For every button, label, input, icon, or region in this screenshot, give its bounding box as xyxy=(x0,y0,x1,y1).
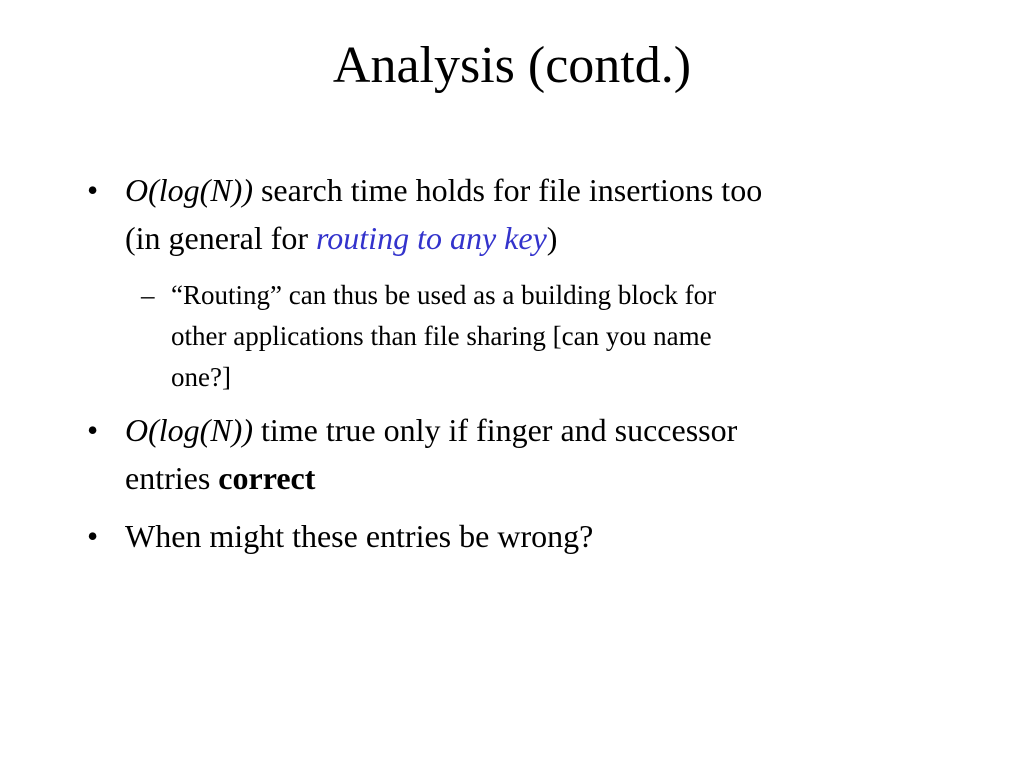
sub-bullet-item xyxy=(141,275,891,398)
sub-bullet-line: other applications than file sharing [can you name xyxy=(171,321,712,351)
bullet-text: search time holds for file insertions too xyxy=(252,172,763,208)
highlighted-phrase: routing to any key xyxy=(316,220,547,256)
complexity-term: O(log(N)) xyxy=(125,412,253,448)
bullet-line xyxy=(125,454,945,502)
slide-title: Analysis (contd.) xyxy=(332,37,692,94)
bullet-marker: • xyxy=(87,518,99,554)
bullet-text: time true only if finger and successor xyxy=(252,412,738,448)
bullet-text: entries xyxy=(125,460,219,496)
bullet-marker: • xyxy=(87,412,99,448)
bullet-line: When might these entries be wrong? xyxy=(125,518,594,554)
bullet-item xyxy=(87,406,945,502)
bullet-line xyxy=(125,406,945,454)
bullet-text: (in general for xyxy=(125,220,317,256)
sub-bullet-line: “Routing” can thus be used as a building block for xyxy=(171,280,717,310)
bullet-line xyxy=(125,214,945,262)
bullet-item xyxy=(87,166,945,262)
bullet-line xyxy=(125,166,945,214)
sub-bullet-line: one?] xyxy=(171,362,231,392)
bullet-item xyxy=(87,512,945,560)
emphasized-word: correct xyxy=(218,460,316,496)
complexity-term: O(log(N)) xyxy=(125,172,253,208)
bullet-marker: • xyxy=(87,172,99,208)
bullet-text: ) xyxy=(546,220,558,256)
sub-bullet-marker: – xyxy=(141,280,155,310)
